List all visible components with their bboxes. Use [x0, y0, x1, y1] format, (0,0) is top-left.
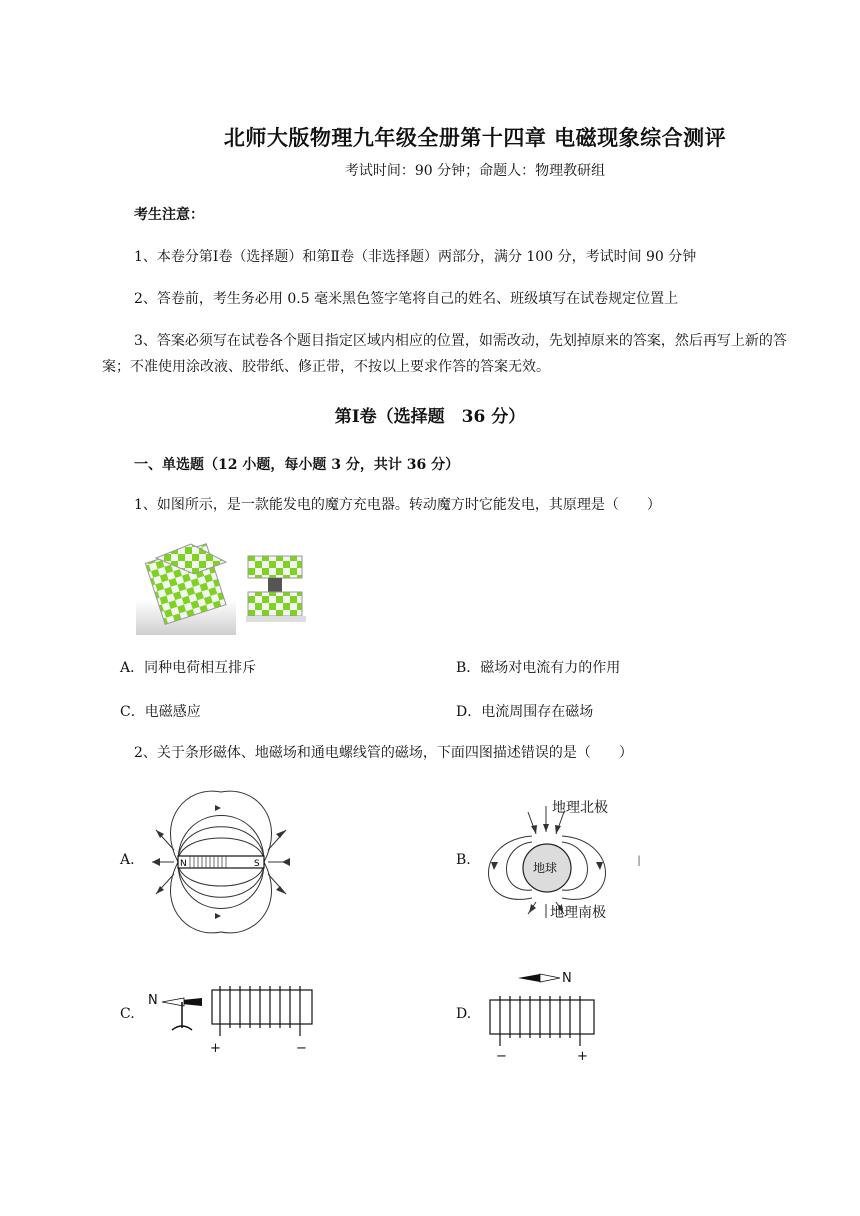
notice-heading: 考生注意：	[134, 207, 204, 223]
earth-label: 地球	[533, 861, 558, 875]
q2-label-c[interactable]: C.	[120, 1006, 135, 1022]
q1-option-b[interactable]: B．磁场对电流有力的作用	[456, 660, 621, 676]
minus-label-c: −	[296, 1041, 307, 1056]
plus-label-c: +	[210, 1041, 221, 1056]
cube-charger-image	[136, 540, 316, 635]
question-2-stem: 2、关于条形磁体、地磁场和通电螺线管的磁场，下面四图描述错误的是（ ）	[134, 745, 633, 761]
q2-label-a[interactable]: A.	[120, 852, 135, 868]
section-title: 第Ⅰ卷（选择题 36 分）	[334, 407, 526, 427]
q2-label-d[interactable]: D.	[456, 1006, 472, 1022]
notice-item-2: 2、答卷前，考生务必用 0.5 毫米黑色签字笔将自己的姓名、班级填写在试卷规定位置上	[134, 291, 679, 307]
solenoid-d-figure	[480, 966, 620, 1066]
part-title: 一、单选题（12 小题，每小题 3 分，共计 36 分）	[134, 457, 460, 473]
q1-option-d[interactable]: D．电流周围存在磁场	[456, 704, 594, 720]
earth-field-figure	[480, 790, 650, 930]
plus-label-d: +	[577, 1049, 588, 1064]
magnet-s-label: S	[254, 859, 260, 869]
figure-edge-mark: I	[637, 854, 642, 870]
page-title: 北师大版物理九年级全册第十四章 电磁现象综合测评	[223, 125, 727, 150]
magnet-n-label: N	[180, 859, 187, 869]
exam-info: 考试时间：90 分钟；命题人：物理教研组	[344, 163, 606, 179]
solenoid-c-figure	[142, 978, 322, 1060]
q1-option-c[interactable]: C．电磁感应	[120, 704, 201, 720]
q2-label-b[interactable]: B.	[456, 852, 471, 868]
question-1-stem: 1、如图所示，是一款能发电的魔方充电器。转动魔方时它能发电，其原理是（ ）	[134, 497, 661, 513]
geo-north-label: 地理北极	[552, 800, 608, 816]
minus-label-d: −	[496, 1049, 507, 1064]
notice-item-3: 3、答案必须写在试卷各个题目指定区域内相应的位置，如需改动，先划掉原来的答案，然后再写上新的答案；不准使用涂改液、胶带纸、修正带，不按以上要求作答的答案无效。	[102, 333, 787, 375]
compass-n-label-c: N	[148, 993, 158, 1008]
q1-option-a[interactable]: A．同种电荷相互排斥	[120, 660, 257, 676]
notice-item-1: 1、本卷分第Ⅰ卷（选择题）和第Ⅱ卷（非选择题）两部分，满分 100 分，考试时间 90 分钟	[134, 249, 697, 265]
compass-n-label-d: N	[562, 971, 572, 986]
geo-south-label: 地理南极	[550, 905, 606, 921]
bar-magnet-figure	[146, 790, 296, 935]
